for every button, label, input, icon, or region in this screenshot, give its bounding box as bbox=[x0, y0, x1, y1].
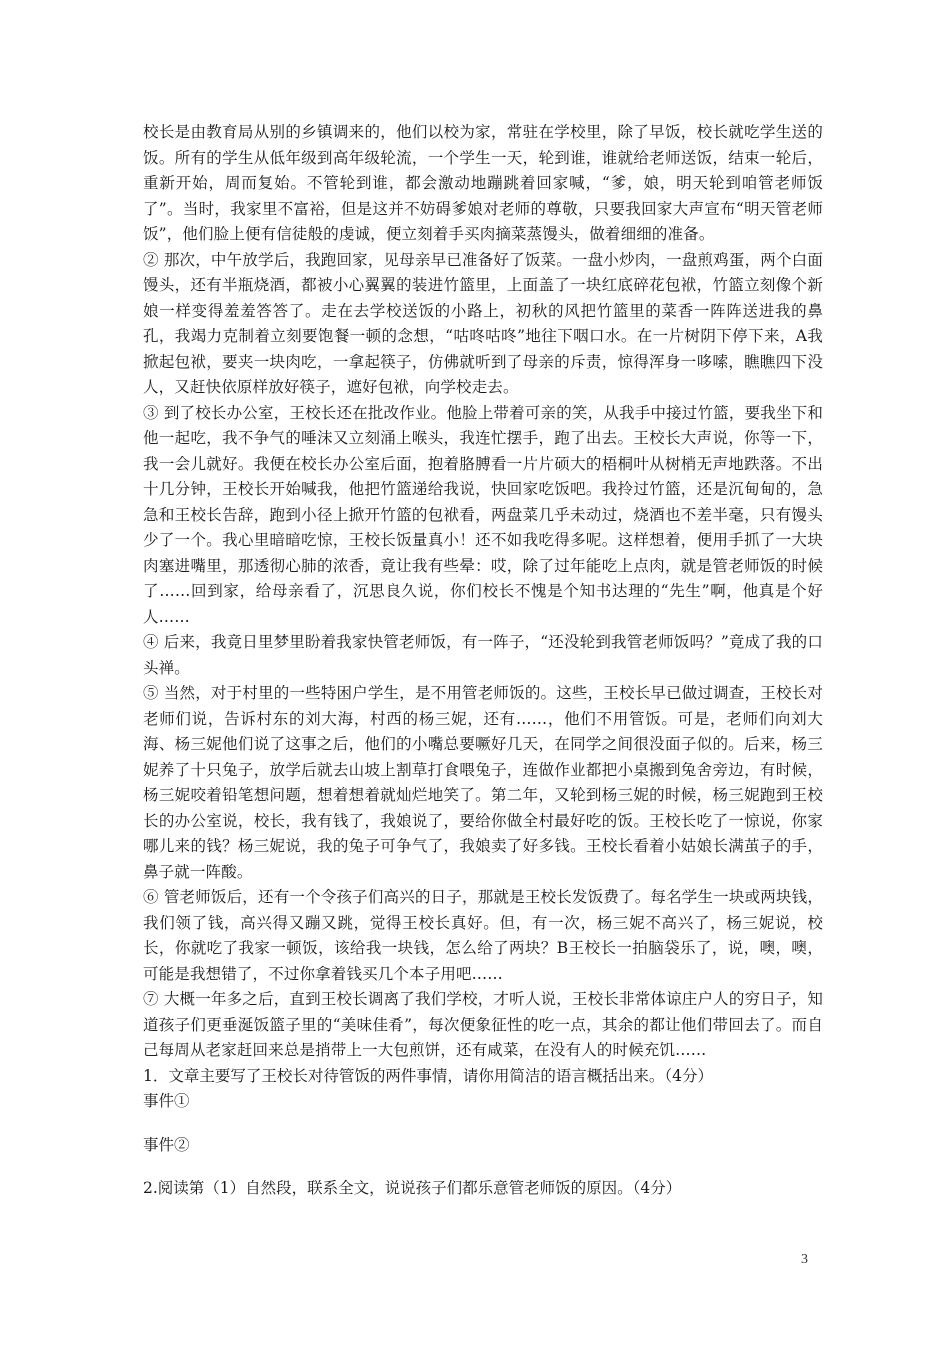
paragraph-1: 校长是由教育局从别的乡镇调来的，他们以校为家，常驻在学校里，除了早饭，校长就吃学生送的饭。所有的学生从低年级到高年级轮流，一个学生一天，轮到谁，谁就给老师送饭，结束一轮后，重新开始，周而复始。不管轮到谁，都会激动地蹦跳着回家喊，“爹，娘，明天轮到咱管老师饭了”。当时，我家里不富裕，但是这并不妨碍爹娘对老师的尊敬，只要我回家大声宣布“明天管老师饭”，他们脸上便有信徒般的虔诚，便立刻着手买肉摘菜蒸馒头，做着细细的准备。 bbox=[143, 123, 823, 243]
document-body bbox=[143, 120, 823, 1202]
paragraph-3: ③ 到了校长办公室，王校长还在批改作业。他脸上带着可亲的笑，从我手中接过竹篮，要我坐下和他一起吃，我不争气的唾沫又立刻涌上喉头，我连忙摆手，跑了出去。王校长大声说，你等一下，我一会儿就好。我便在校长办公室后面，抱着胳膊看一片片硕大的梧桐叶从树梢无声地跌落。不出十几分钟，王校长开始喊我，他把竹篮递给我说，快回家吃饭吧。我拎过竹篮，还是沉甸甸的，急急和王校长告辞，跑到小径上掀开竹篮的包袱看，两盘菜几乎未动过，烧酒也不差半毫，只有馒头少了一个。我心里暗暗吃惊，王校长饭量真小！还不如我吃得多呢。这样想着，便用手抓了一大块肉塞进嘴里，那透彻心肺的浓香，竟让我有些晕：哎，除了过年能吃上点肉，就是管老师饭的时候了……回到家，给母亲看了，沉思良久说，你们校长不愧是个知书达理的“先生”啊，他真是个好人…… bbox=[143, 403, 823, 626]
event-2-label: 事件② bbox=[143, 1135, 190, 1154]
page-number: 3 bbox=[801, 1252, 808, 1267]
paragraph-5: ⑤ 当然，对于村里的一些特困户学生，是不用管老师饭的。这些，王校长早已做过调查，王校长对老师们说，告诉村东的刘大海，村西的杨三妮，还有……，他们不用管饭。可是，老师们向刘大海、杨三妮他们说了这事之后，他们的小嘴总要噘好几天，在同学之间很没面子似的。后来，杨三妮养了十只兔子，放学后就去山坡上割草打食喂兔子，连做作业都把小桌搬到兔舍旁边，有时候，杨三妮咬着铅笔想问题，想着想着就灿烂地笑了。第二年，又轮到杨三妮的时候，杨三妮跑到王校长的办公室说，校长，我有钱了，我娘说了，要给你做全村最好吃的饭。王校长吃了一惊说，你家哪儿来的钱？杨三妮说，我的兔子可争气了，我娘卖了好多钱。王校长看着小姑娘长满茧子的手，鼻子就一阵酸。 bbox=[143, 684, 823, 881]
paragraph-7: ⑦ 大概一年多之后，直到王校长调离了我们学校，才听人说，王校长非常体谅庄户人的穷日子，知道孩子们更垂涎饭篮子里的“美味佳肴”，每次便象征性的吃一点，其余的都让他们带回去了。而自己每周从老家赶回来总是捎带上一大包煎饼，还有咸菜，在没有人的时候充饥…… bbox=[143, 990, 823, 1059]
paragraph-6: ⑥ 管老师饭后，还有一个令孩子们高兴的日子，那就是王校长发饭费了。每名学生一块或两块钱，我们领了钱，高兴得又蹦又跳，觉得王校长真好。但，有一次，杨三妮不高兴了，杨三妮说，校长，你就吃了我家一顿饭，该给我一块钱，怎么给了两块？B王校长一拍脑袋乐了，说，噢，噢，可能是我想错了，不过你拿着钱买几个本子用吧…… bbox=[143, 888, 823, 983]
paragraph-4: ④ 后来，我竟日里梦里盼着我家快管老师饭，有一阵子，“还没轮到我管老师饭吗？”竟成了我的口头禅。 bbox=[143, 633, 823, 677]
paragraph-2: ② 那次，中午放学后，我跑回家，见母亲早已准备好了饭菜。一盘小炒肉，一盘煎鸡蛋，两个白面馒头，还有半瓶烧酒，都被小心翼翼的装进竹篮里，上面盖了一块红底碎花包袱，竹篮立刻像个新娘一样变得羞羞答答了。走在去学校送饭的小路上，初秋的风把竹篮里的菜香一阵阵送进我的鼻孔，我竭力克制着立刻要饱餐一顿的念想，“咕咚咕咚”地往下咽口水。在一片树阴下停下来，A我掀起包袱，要夹一块肉吃，一拿起筷子，仿佛就听到了母亲的斥责，惊得浑身一哆嗦，瞧瞧四下没人，又赶快依原样放好筷子，遮好包袱，向学校走去。 bbox=[143, 250, 823, 396]
event-1-label: 事件① bbox=[143, 1092, 190, 1110]
question-2: 2.阅读第（1）自然段，联系全文，说说孩子们都乐意管老师饭的原因。（4分） bbox=[143, 1179, 682, 1197]
question-1: 1．文章主要写了王校长对待管饭的两件事情，请你用简洁的语言概括出来。（4分） bbox=[143, 1066, 713, 1085]
